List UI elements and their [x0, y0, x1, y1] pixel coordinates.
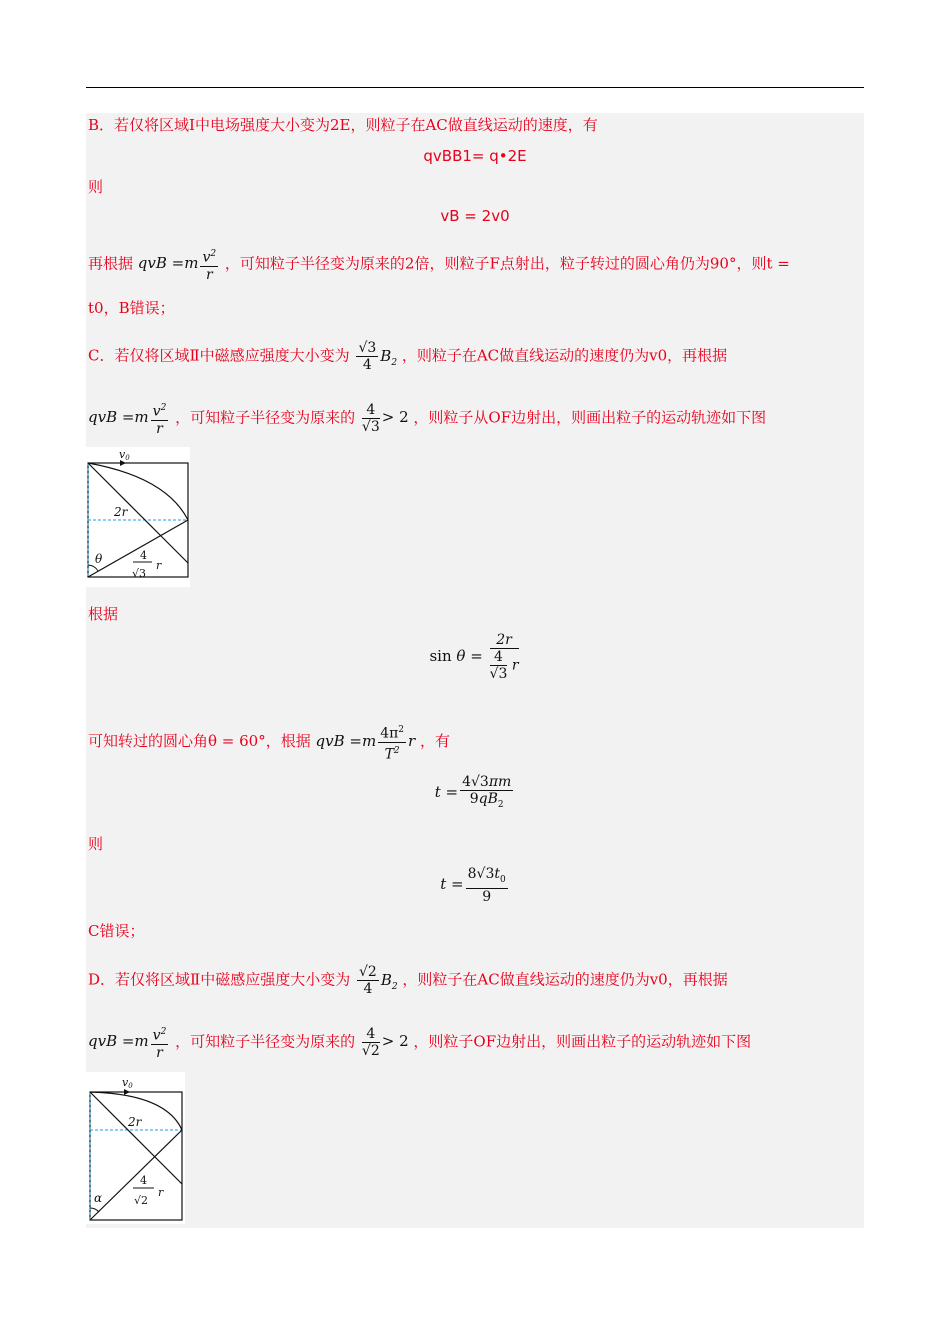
trajectory-figure-c: [86, 447, 190, 587]
trajectory-diagram-c: [86, 447, 190, 587]
svg-text:θ: θ: [95, 552, 103, 566]
option-c-line2: qvB =m $\frac{v^2}{r}$ ，可知粒子半径变为原来的 $\frac{4}{√3}$ > 2 ，则粒子从OF边射出，则画出粒子的运动轨迹如下图: [88, 401, 767, 437]
svg-text:√2: √2: [134, 1194, 149, 1207]
option-d-line1: D．若仅将区域Ⅱ中磁感应强度大小变为 $\frac{√2}{4}$ $B_2$ ，则粒子在AC做直线运动的速度仍为v0，再根据: [88, 964, 728, 997]
svg-text:2r: 2r: [114, 505, 128, 519]
trajectory-figure-d: [86, 1072, 185, 1224]
option-b-line1: B．若仅将区域Ⅰ中电场强度大小变为2E，则粒子在AC做直线运动的速度，有: [88, 116, 598, 134]
svg-text:√3: √3: [132, 567, 147, 580]
option-c-line1: C．若仅将区域Ⅱ中磁感应强度大小变为 $\frac{√3}{4}$ $B_2$ ，则粒子在AC做直线运动的速度仍为v0，再根据: [88, 340, 728, 373]
svg-text:4: 4: [140, 549, 147, 562]
svg-text:v0: v0: [119, 448, 130, 462]
option-d-line2: qvB =m $\frac{v^2}{r}$ ，可知粒子半径变为原来的 $\frac{4}{√2}$ > 2 ，则粒子OF边射出，则画出粒子的运动轨迹如下图: [88, 1025, 752, 1061]
formula-t-c: t = $\frac{4√3\pi m}{9qB_2}$: [434, 774, 512, 810]
svg-text:v0: v0: [122, 1076, 133, 1090]
formula-sin-theta: sin θ = 2r $\frac{4}{√3}$ r: [429, 632, 519, 682]
option-c-end: C错误；: [88, 922, 145, 940]
svg-text:4: 4: [140, 1174, 147, 1187]
option-b-eq2: vB = 2v0: [440, 207, 510, 225]
svg-text:r: r: [156, 559, 162, 572]
svg-text:r: r: [158, 1186, 164, 1199]
option-b-eq1: qvBB1= q•2E: [423, 147, 527, 165]
formula-t-c-final: t = $\frac{8√3t_0}{9}$: [440, 866, 506, 905]
option-b-line2: 再根据 qvB =m $\frac{v^2}{r}$ ，可知粒子半径变为原来的2倍，则粒子F点射出，粒子转过的圆心角仍为90°，则t =: [88, 246, 790, 283]
formula-qvB-mv2r: qvB =m $\frac{v^2}{r}$: [138, 254, 220, 272]
option-c-basis: 根据: [88, 605, 119, 623]
option-c-then: 则: [88, 835, 104, 853]
option-c-line3: 可知转过的圆心角θ = 60°，根据 qvB =m $\frac{4\pi^2}{T^2}$ r ，有: [88, 722, 450, 762]
header-rule: [86, 87, 864, 88]
option-b-then: 则: [88, 178, 104, 196]
svg-text:α: α: [94, 1191, 103, 1205]
trajectory-diagram-d: [86, 1072, 185, 1224]
option-b-line3: t0，B错误；: [88, 299, 175, 317]
svg-text:2r: 2r: [128, 1115, 142, 1129]
